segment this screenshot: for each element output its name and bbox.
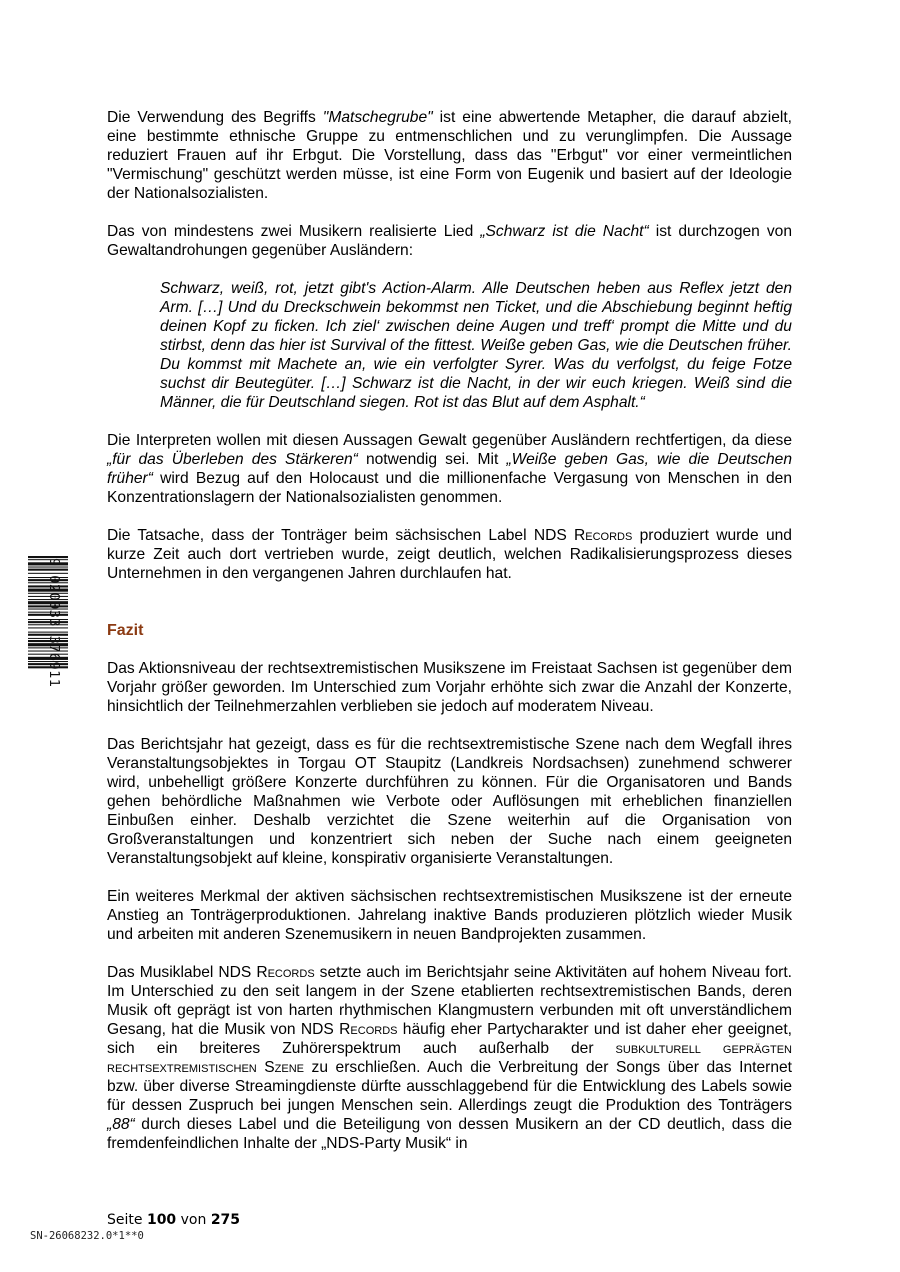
text-run: häufig eher Partycharakter und ist daher eher geeignet, sich ein breiteres Zuhörerspektrum auch außerhalb der — [107, 1021, 793, 1057]
text-run: notwendig sei. Mit — [357, 451, 507, 468]
text-run: Das Musiklabel NDS — [107, 964, 257, 981]
italic-album-title: „88“ — [107, 1116, 135, 1133]
document-body — [107, 108, 792, 1153]
page-footer — [107, 1212, 240, 1228]
text-run: zu erschließen. Auch die Verbreitung der Songs über das Internet bzw. über diverse Streamingdienste dürfte ausschlaggebend für die Entwicklung des Labels sowie für dessen Zuspruch bei jungen Menschen sein. Allerdings zeugt die Produktion des Tonträgers — [107, 1059, 792, 1114]
footer-prefix: Seite — [107, 1212, 147, 1228]
footer-middle: von — [176, 1212, 211, 1228]
text-run: durch dieses Label und die Beteiligung von dessen Musikern an der CD deutlich, dass die fremdenfeindlichen Inhalte der „NDS-Party Musik“ in — [107, 1116, 792, 1152]
lyrics-quote: Schwarz, weiß, rot, jetzt gibt's Action-Alarm. Alle Deutschen heben aus Reflex jetzt den Arm. […] Und du Dreckschwein bekommst nen Ticket, und die Abschiebung beginnt heftig deinen Kopf zu ficken. Ich ziel‘ zwischen deine Augen und treff‘ prompt die Mitte und du stirbst, denn das hier ist Survival of the fittest. Weiße geben Gas, wie die Deutschen früher. Du kommst mit Machete an, wie ein verfolgter Syrer. Was du verfolgst, du feige Fotze suchst dir Beutegüter. […] Schwarz ist die Nacht, in der wir euch kriegen. Weiß sind die Männer, die für Deutschland siegen. Rot ist das Blut auf dem Asphalt.“ — [160, 280, 792, 411]
italic-quote: „für das Überleben des Stärkeren“ — [107, 451, 358, 468]
paragraph-fazit-1: Das Aktionsniveau der rechtsextremistischen Musikszene im Freistaat Sachsen ist gegenüber dem Vorjahr größer geworden. Im Unterschied zum Vorjahr erhöhte sich zwar die Anzahl der Konzerte, hinsichtlich der Teilnehmerzahlen verblieben sie jedoch auf moderatem Niveau. — [107, 660, 792, 715]
label-name-smallcaps: Records — [256, 964, 315, 981]
term-smallcaps: subkulturell geprägten rechtsextremistischen Szene — [107, 1040, 792, 1076]
text-run: ist durchzogen von Gewaltandrohungen gegenüber Ausländern: — [107, 223, 792, 259]
text-run: Die Interpreten wollen mit diesen Aussagen Gewalt gegenüber Ausländern rechtfertigen, da diese — [107, 432, 792, 449]
italic-quote: „Weiße geben Gas, wie die Deutschen früher“ — [107, 451, 792, 487]
barcode-number: 9 020033 376911 — [46, 558, 62, 688]
paragraph-fazit-2: Das Berichtsjahr hat gezeigt, dass es für die rechtsextremistische Szene nach dem Wegfall ihres Veranstaltungsobjektes in Torgau OT Staupitz (Landkreis Nordsachsen) zunehmend schwerer wird, unbehelligt größere Konzerte durchführen zu können. Für die Organisatoren und Bands gehen behördliche Maßnahmen wie Verbote oder Auflösungen mit erheblichen finanziellen Einbußen einher. Deshalb verzichtet die Szene weiterhin auf die Organisation von Großveranstaltungen und konzentriert sich neben der Suche nach einem geeigneten Veranstaltungsobjekt auf kleine, konspirativ organisierte Veranstaltungen. — [107, 736, 792, 867]
section-heading-fazit: Fazit — [107, 622, 144, 639]
text-run: Die Tatsache, dass der Tonträger beim sächsischen Label NDS — [107, 527, 575, 544]
italic-song-title: „Schwarz ist die Nacht“ — [480, 223, 649, 240]
label-name-smallcaps: Records — [339, 1021, 398, 1038]
total-pages: 275 — [210, 1212, 241, 1228]
text-run: ist eine abwertende Metapher, die darauf abzielt, eine bestimmte ethnische Gruppe zu entmenschlichen und zu verunglimpfen. Die Aussage reduziert Frauen auf ihr Erbgut. Die Vorstellung, dass das "Erbgut" vor einer vermeintlichen "Vermischung" geschützt werden müsse, ist eine Form von Eugenik und basiert auf der Ideologie der Nationalsozialisten. — [107, 109, 792, 202]
text-run: Das von mindestens zwei Musikern realisierte Lied — [107, 223, 481, 240]
text-run: setzte auch im Berichtsjahr seine Aktivitäten auf hohem Niveau fort. Im Unterschied zu den seit langem in der Szene etablierten rechtsextremistischen Bands, deren Musik oft geprägt ist von harten rhythmischen Klangmustern verbunden mit oft unverständlichem Gesang, hat die Musik von NDS — [107, 964, 792, 1038]
paragraph-fazit-4 — [107, 963, 792, 1153]
document-id: SN-26068232.0*1**0 — [30, 1230, 144, 1242]
paragraph-song-intro — [107, 222, 792, 260]
paragraph-matschegrube — [107, 108, 792, 203]
label-name-smallcaps: Records — [574, 527, 633, 544]
current-page-number: 100 — [146, 1212, 177, 1228]
paragraph-label-radicalization — [107, 526, 792, 583]
text-run: produziert wurde und kurze Zeit auch dort vertrieben wurde, zeigt deutlich, welchen Radikalisierungsprozess dieses Unternehmen in den vergangenen Jahren durchlaufen hat. — [107, 527, 792, 582]
paragraph-fazit-3: Ein weiteres Merkmal der aktiven sächsischen rechtsextremistischen Musikszene ist der erneute Anstieg an Tonträgerproduktionen. Jahrelang inaktive Bands produzieren plötzlich wieder Musik und arbeiten mit anderen Szenemusikern in neuen Bandprojekten zusammen. — [107, 888, 792, 943]
text-run: wird Bezug auf den Holocaust und die millionenfache Vergasung von Menschen in den Konzentrationslagern der Nationalsozialisten genommen. — [107, 470, 792, 506]
italic-term: "Matschegrube" — [322, 109, 433, 126]
paragraph-interpretation — [107, 431, 792, 507]
text-run: Die Verwendung des Begriffs — [107, 109, 323, 126]
